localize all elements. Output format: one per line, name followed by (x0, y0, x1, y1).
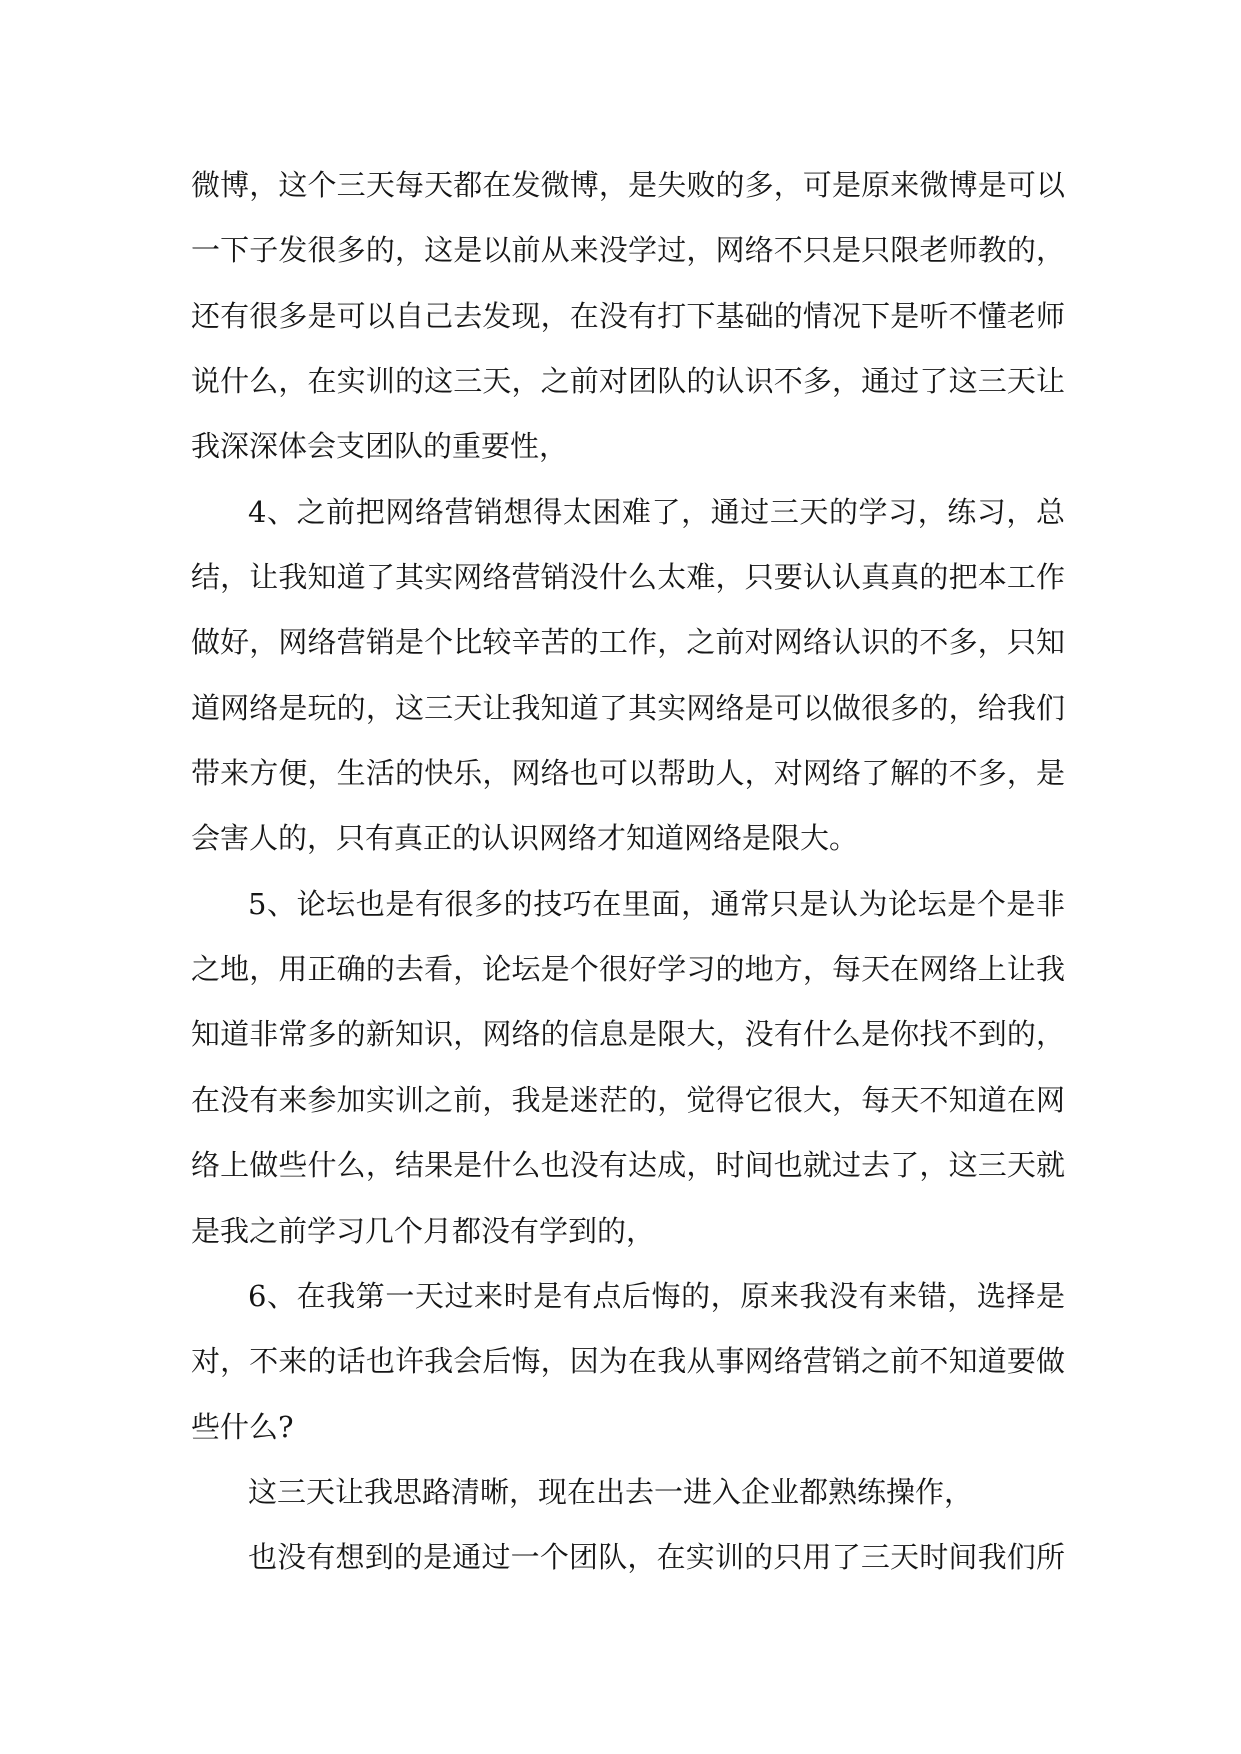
text-line: 些什么? (191, 1409, 294, 1444)
text-line: 说什么，在实训的这三天，之前对团队的认识不多，通过了这三天让 (191, 364, 1065, 399)
text-line: 我深深体会支团队的重要性， (191, 429, 569, 464)
paragraph (191, 1460, 1065, 1525)
paragraph (191, 1264, 1065, 1460)
text-line: 4、之前把网络营销想得太困难了，通过三天的学习，练习，总 (248, 494, 1065, 529)
text-line: 会害人的，只有真正的认识网络才知道网络是限大。 (191, 821, 859, 856)
text-line: 之地，用正确的去看，论坛是个很好学习的地方，每天在网络上让我 (191, 952, 1065, 987)
text-line: 在没有来参加实训之前，我是迷茫的，觉得它很大，每天不知道在网 (191, 1082, 1065, 1117)
text-line: 做好，网络营销是个比较辛苦的工作，之前对网络认识的不多，只知 (191, 625, 1065, 660)
text-line: 带来方便，生活的快乐，网络也可以帮助人，对网络了解的不多，是 (191, 756, 1065, 791)
paragraph (191, 872, 1065, 1264)
paragraph (191, 1525, 1065, 1590)
document-body (191, 153, 1065, 1591)
text-line: 是我之前学习几个月都没有学到的， (191, 1213, 656, 1248)
text-line: 络上做些什么，结果是什么也没有达成，时间也就过去了，这三天就 (191, 1148, 1065, 1183)
text-line: 对，不来的话也许我会后悔，因为在我从事网络营销之前不知道要做 (191, 1344, 1065, 1379)
text-line: 还有很多是可以自己去发现，在没有打下基础的情况下是听不懂老师 (191, 298, 1065, 333)
text-line: 这三天让我思路清晰，现在出去一进入企业都熟练操作， (248, 1474, 974, 1509)
text-line: 5、论坛也是有很多的技巧在里面，通常只是认为论坛是个是非 (248, 886, 1065, 921)
paragraph (191, 480, 1065, 872)
text-line: 6、在我第一天过来时是有点后悔的，原来我没有来错，选择是 (248, 1278, 1065, 1313)
text-line: 知道非常多的新知识，网络的信息是限大，没有什么是你找不到的， (191, 1017, 1065, 1052)
text-line: 结，让我知道了其实网络营销没什么太难，只要认认真真的把本工作 (191, 560, 1065, 595)
text-line: 一下子发很多的，这是以前从来没学过，网络不只是只限老师教的， (191, 233, 1065, 268)
text-line: 也没有想到的是通过一个团队，在实训的只用了三天时间我们所 (248, 1540, 1065, 1575)
text-line: 微博，这个三天每天都在发微博，是失败的多，可是原来微博是可以 (191, 168, 1065, 202)
text-line: 道网络是玩的，这三天让我知道了其实网络是可以做很多的，给我们 (191, 690, 1065, 725)
paragraph (191, 153, 1065, 480)
